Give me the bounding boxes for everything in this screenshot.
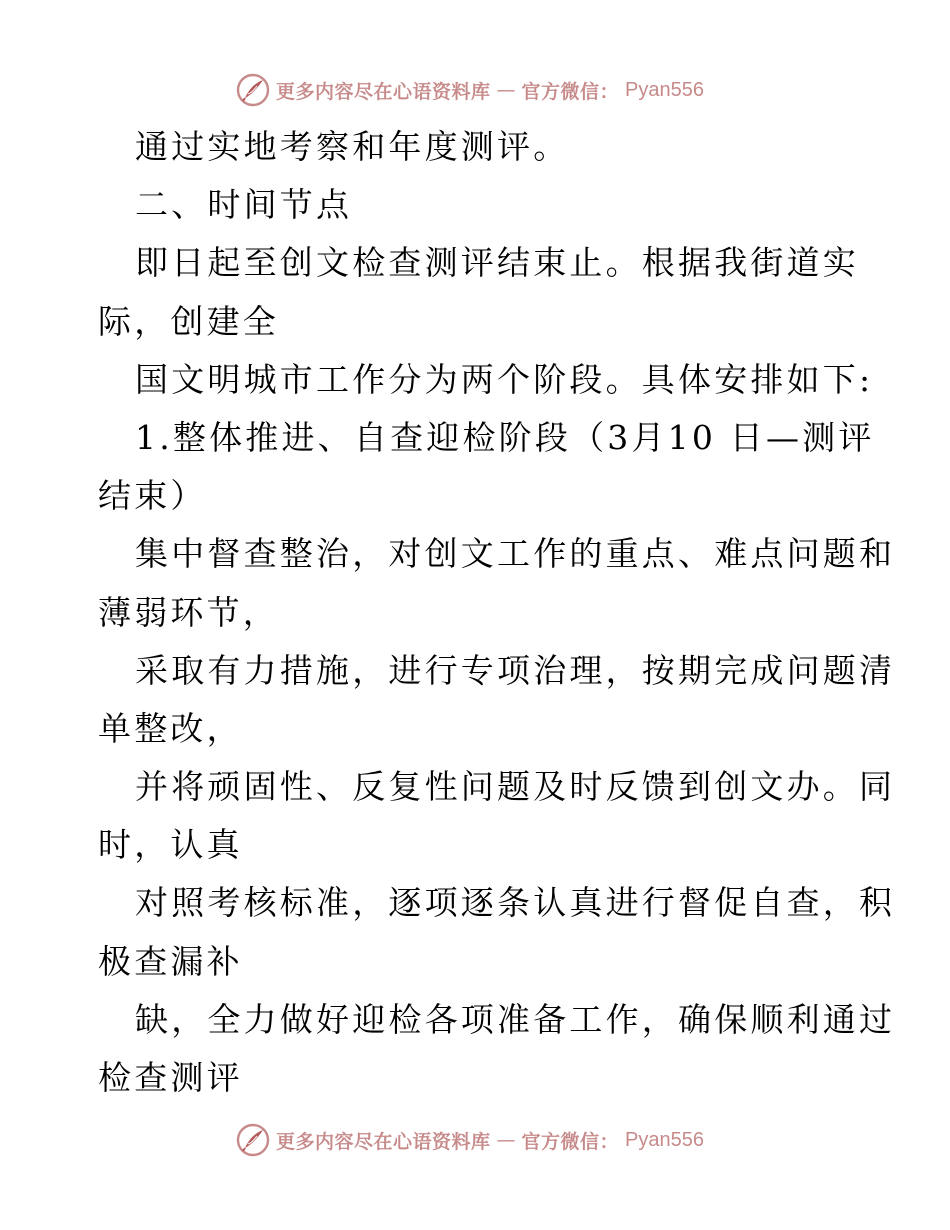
document-body — [98, 118, 896, 1107]
watermark-label: 官方微信： — [521, 80, 620, 103]
watermark-text: 更多内容尽在心语资料库 — [276, 80, 491, 103]
text-line-3: 即日起至创文检查测评结束止。根据我街道实 — [135, 243, 859, 283]
watermark-separator: — — [496, 79, 516, 101]
text-line-10: 采取有力措施，进行专项治理，按期完成问题清 — [135, 650, 896, 690]
feather-pen-logo-icon — [236, 1123, 270, 1157]
text-line-14: 对照考核标准，逐项逐条认真进行督促自查，积 — [135, 883, 896, 923]
text-line-1: 通过实地考察和年度测评。 — [135, 127, 570, 166]
text-line-15: 极查漏补 — [98, 941, 243, 981]
watermark-header — [236, 72, 704, 108]
text-line-17: 检查测评 — [98, 1058, 243, 1097]
text-line-9: 薄弱环节， — [98, 592, 279, 632]
watermark-separator: — — [496, 1129, 516, 1151]
text-line-5: 国文明城市工作分为两个阶段。具体安排如下: — [135, 359, 874, 399]
watermark-text: 更多内容尽在心语资料库 — [276, 1130, 491, 1153]
watermark-footer — [236, 1122, 704, 1158]
text-line-8: 集中督查整治，对创文工作的重点、难点问题和 — [135, 534, 896, 574]
text-line-13: 时，认真 — [98, 825, 243, 865]
section-heading: 二、时间节点 — [135, 185, 353, 225]
feather-pen-logo-icon — [236, 73, 270, 107]
text-line-16: 缺，全力做好迎检各项准备工作，确保顺利通过 — [135, 999, 896, 1039]
text-line-7: 结束） — [98, 476, 207, 516]
watermark-handle: Pyan556 — [625, 1128, 704, 1151]
text-line-4: 际，创建全 — [98, 301, 279, 341]
text-line-11: 单整改， — [98, 708, 243, 748]
watermark-label: 官方微信： — [521, 1130, 620, 1153]
watermark-handle: Pyan556 — [625, 78, 704, 101]
text-line-12: 并将顽固性、反复性问题及时反馈到创文办。同 — [135, 767, 896, 807]
stage-heading: 1.整体推进、自查迎检阶段（3月10 日—测评 — [135, 417, 875, 457]
